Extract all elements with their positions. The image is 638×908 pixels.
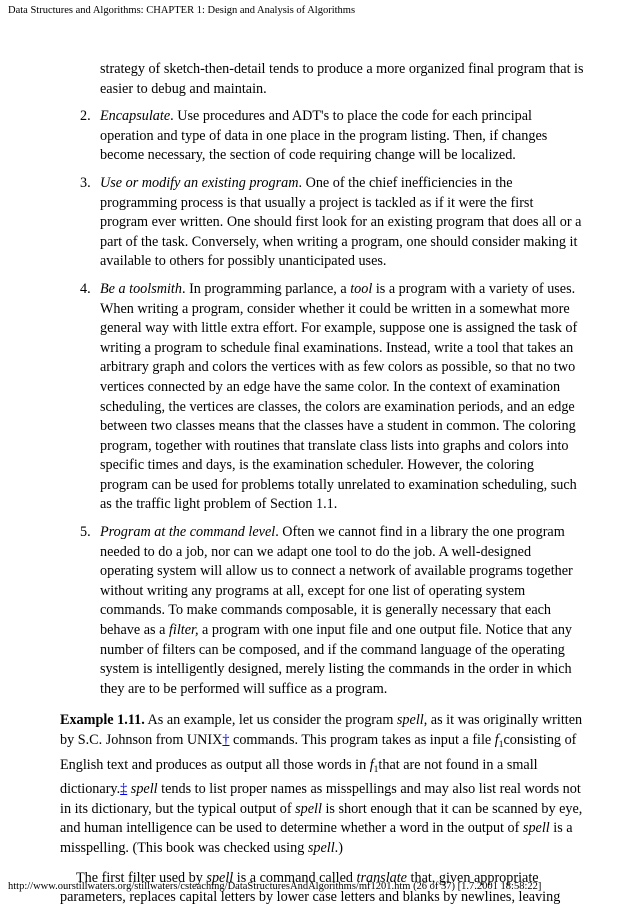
list-item	[60, 107, 584, 166]
list-item-body: is a program with a variety of uses. When writing a program, consider whether it could be written in a somewhat more general way with little extra effort. For example, suppose one is assigned the task of writing a program to schedule final examinations. Instead, write a tool that takes an arbitrary graph and colors the vertices with as few colors as possible, so that no two vertices connected by an edge have the same color. In the context of examination scheduling, the vertices are classes, the colors are examination periods, and an edge between two classes means that the classes have a student in common. The coloring program, together with routines that translate class lists into graphs and colors into specific times and days, is the examination scheduler. However, the coloring program can be used for problems totally unrelated to examination scheduling, such as the traffic light problem of Section 1.1.	[100, 280, 578, 513]
translate-term: translate	[356, 869, 407, 886]
paragraph-text: is a command called	[233, 869, 357, 886]
continuation-paragraph: strategy of sketch-then-detail tends to produce a more organized final program that is easier to debug and maintain.	[100, 61, 584, 97]
example-text: , as it was originally written by S.C. Johnson from UNIX	[60, 712, 583, 748]
page-header: Data Structures and Algorithms: CHAPTER 1: Design and Analysis of Algorithms	[8, 5, 356, 16]
list-item-title: Use or modify an existing program	[100, 174, 299, 191]
list-item-body: a program with one input file and one output file. Notice that any number of filters can be composed, and if the command language of the operating system is intelligently designed, merely listing the commands in the order in which they are to be performed will suffice as a program.	[100, 622, 573, 697]
example-text: tends to list proper names as misspellings and may also list real words not in its dictionary, but the typical output of	[60, 781, 581, 817]
spell-term: spell	[295, 800, 322, 817]
list-item-title: Encapsulate	[100, 108, 171, 125]
spell-term: spell	[307, 839, 335, 856]
example-text: commands. This program takes as input a file	[229, 732, 495, 748]
list-item-number: 5.	[80, 524, 91, 541]
example-paragraph	[60, 711, 584, 858]
example-text: is a misspelling. (This book was checked using	[60, 820, 573, 856]
example-text: .)	[334, 839, 343, 856]
paragraph-text: The first filter used by	[76, 869, 207, 886]
spell-term: spell	[522, 820, 550, 837]
guideline-list	[60, 107, 584, 699]
example-text: consisting of English text and produces as output all those words in	[60, 732, 577, 773]
list-item-body: . Often we cannot find in a library the one program needed to do a job, nor can we adapt one tool to do the job. A well-designed operating system will allow us to connect a network of available programs together without writing any programs at all, except for one list of operating system commands. To make commands composable, it is generally necessary that each behave as a	[100, 524, 573, 639]
list-item-title: Program at the command level	[100, 524, 276, 541]
file-variable: $f_1$	[369, 756, 379, 775]
filter-term: filter,	[168, 622, 199, 639]
example-text: As an example, let us consider the program	[144, 712, 397, 729]
document-body	[60, 60, 584, 908]
spell-term: spell	[130, 781, 158, 798]
spell-term: spell	[396, 712, 424, 729]
list-item-number: 4.	[80, 280, 91, 297]
list-item	[60, 280, 584, 515]
list-item	[60, 523, 584, 699]
example-text: is short enough that it can be scanned by eye, and human intelligence can be used to determine whether a word in the output of	[60, 800, 583, 837]
list-item-title: Be a toolsmith	[100, 280, 182, 297]
list-item-body: . In programming parlance, a	[181, 280, 351, 297]
paragraph-text: that, given appropriate parameters, replaces capital letters by lower case letters and blanks by newlines, leaving	[60, 869, 561, 906]
footnote-double-dagger-link[interactable]: ‡	[120, 781, 128, 798]
file-variable: $f_1$	[494, 732, 504, 750]
list-item-body: . One of the chief inefficiencies in the programming process is that usually a project is tackled as if it were the first program ever written. One should first look for an existing program that does all or a part of the task. Conversely, when writing a program, one should consider making it available to others for possibly unanticipated uses.	[100, 174, 582, 270]
list-item-number: 3.	[80, 174, 91, 191]
list-item-number: 2.	[80, 108, 91, 125]
example-text: that are not found in a small dictionary.	[60, 756, 538, 798]
tool-term: tool	[350, 280, 373, 297]
example-label: Example 1.11.	[60, 712, 145, 729]
page-footer-url: http://www.ourstillwaters.org/stillwaters/csteaching/DataStructuresAndAlgorithms/mf1201.htm (26 of 37) [1.7.2001 18:58:22]	[8, 881, 542, 892]
list-item-body: . Use procedures and ADT's to place the code for each principal operation and type of data in one place in the program listing. Then, if changes become necessary, the section of code requiring change will be localized.	[100, 108, 548, 164]
footnote-dagger-link[interactable]: †	[222, 732, 230, 748]
list-item	[60, 174, 584, 272]
spell-term: spell	[206, 869, 234, 886]
